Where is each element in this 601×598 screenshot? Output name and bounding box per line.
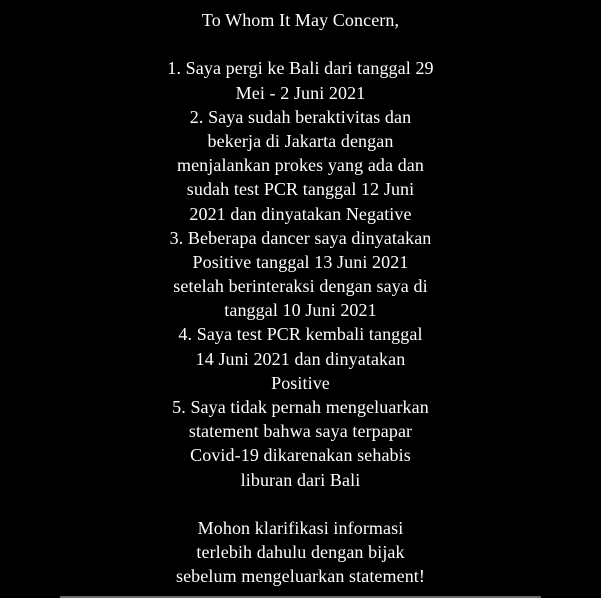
- closing-line: Mohon klarifikasi informasi: [197, 517, 404, 538]
- statement-text: [0, 8, 601, 589]
- statement-line: 3. Beberapa dancer saya dinyatakan: [169, 227, 432, 248]
- closing-line: terlebih dahulu dengan bijak: [196, 542, 405, 563]
- statement-line: Mei - 2 Juni 2021: [235, 82, 366, 103]
- statement-line: Positive: [271, 372, 330, 393]
- statement-line: Positive tanggal 13 Juni 2021: [192, 251, 409, 272]
- statement-line: 4. Saya test PCR kembali tanggal: [178, 324, 423, 345]
- statement-line: 2021 dan dinyatakan Negative: [189, 203, 412, 224]
- statement-line: sudah test PCR tanggal 12 Juni: [186, 179, 415, 200]
- statement-line: setelah berinteraksi dengan saya di: [173, 276, 428, 297]
- statement-line: 5. Saya tidak pernah mengeluarkan: [172, 397, 429, 417]
- statement-line: menjalankan prokes yang ada dan: [176, 155, 424, 176]
- closing-line: sebelum mengeluarkan statement!: [175, 566, 425, 587]
- statement-line: tanggal 10 Juni 2021: [224, 300, 377, 321]
- salutation: To Whom It May Concern,: [201, 10, 400, 30]
- statement-line: 1. Saya pergi ke Bali dari tanggal 29: [167, 58, 434, 79]
- blank-line: [0, 492, 601, 516]
- blank-line: [0, 32, 601, 56]
- statement-line: bekerja di Jakarta dengan: [207, 130, 394, 151]
- statement-line: liburan dari Bali: [240, 469, 361, 490]
- statement-line: statement bahwa saya terpapar: [188, 421, 413, 442]
- statement-line: Covid-19 dikarenakan sehabis: [190, 445, 411, 466]
- statement-line: 14 Juni 2021 dan dinyatakan: [195, 348, 406, 369]
- statement-line: 2. Saya sudah beraktivitas dan: [189, 106, 412, 127]
